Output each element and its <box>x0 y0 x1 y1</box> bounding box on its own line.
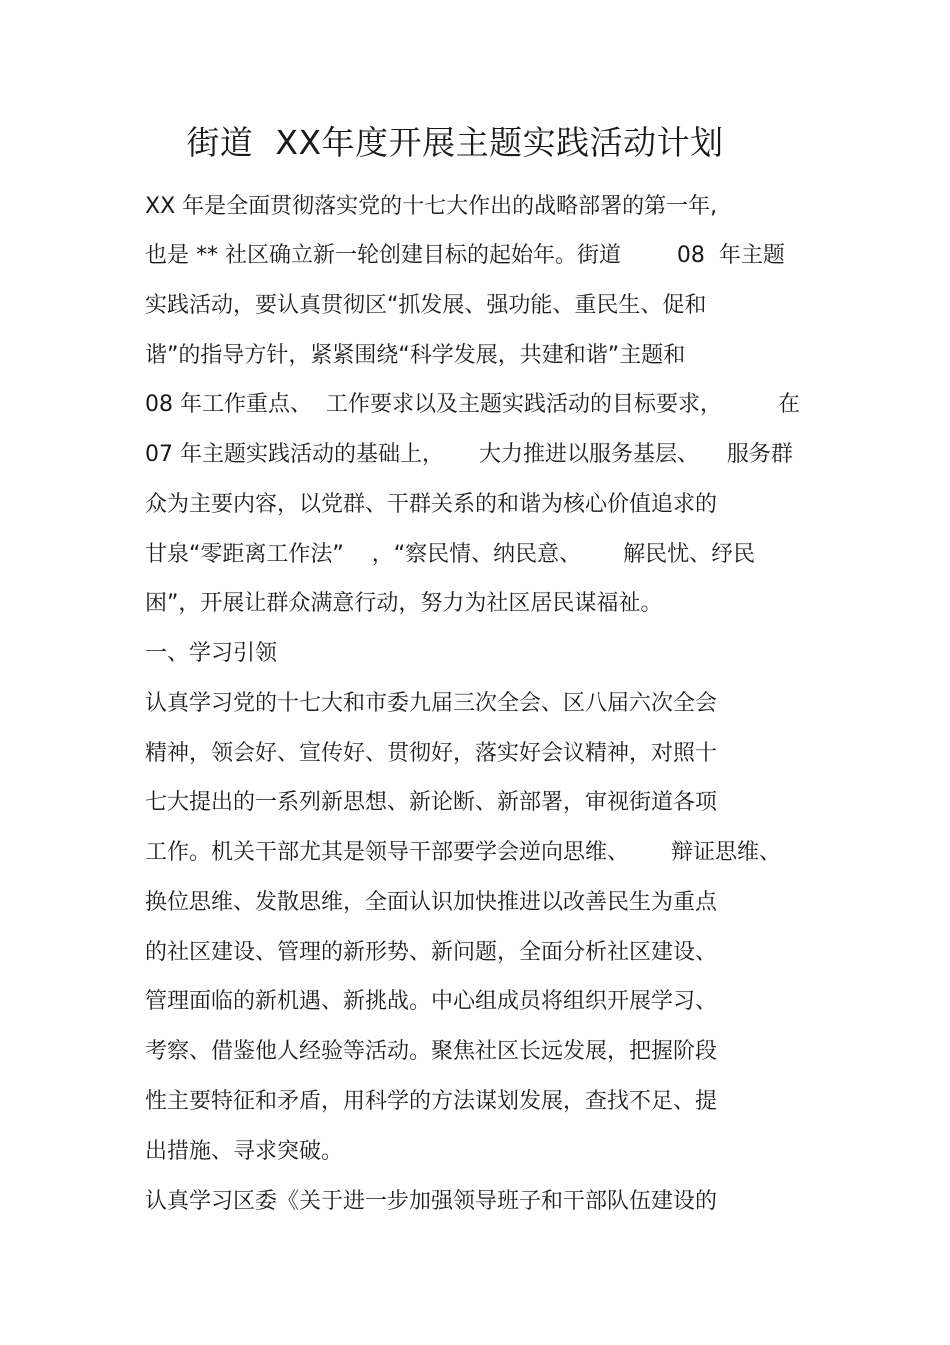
body-line-1: XX 年是全面贯彻落实党的十七大作出的战略部署的第一年, <box>145 194 718 219</box>
body-line-7: 众为主要内容，以党群、干群关系的和谐为核心价值追求的 <box>145 492 718 517</box>
body-line-2: 也是 ** 社区确立新一轮创建目标的起始年。街道 08 年主题 <box>145 243 785 268</box>
body-line-14: 工作。机关干部尤其是领导干部要学会逆向思维、 辩证思维、 <box>145 840 781 865</box>
body-line-9: 困”，开展让群众满意行动，努力为社区居民谋福祉。 <box>145 591 663 616</box>
body-line-15: 换位思维、发散思维，全面认识加快推进以改善民生为重点 <box>145 890 718 915</box>
body-line-13: 七大提出的一系列新思想、新论断、新部署，审视街道各项 <box>145 790 718 815</box>
body-line-18: 考察、借鉴他人经验等活动。聚焦社区长远发展，把握阶段 <box>145 1039 718 1064</box>
body-line-6: 07 年主题实践活动的基础上， 大力推进以服务基层、 服务群 <box>145 442 793 467</box>
body-line-11: 认真学习党的十七大和市委九届三次全会、区八届六次全会 <box>145 691 718 716</box>
body-line-12: 精神，领会好、宣传好、贯彻好，落实好会议精神，对照十 <box>145 741 718 766</box>
body-line-19: 性主要特征和矛盾，用科学的方法谋划发展，查找不足、提 <box>145 1089 718 1114</box>
body-line-17: 管理面临的新机遇、新挑战。中心组成员将组织开展学习、 <box>145 989 718 1014</box>
body-line-21: 认真学习区委《关于进一步加强领导班子和干部队伍建设的 <box>145 1189 718 1214</box>
body-line-20: 出措施、寻求突破。 <box>145 1139 344 1164</box>
body-line-3: 实践活动，要认真贯彻区“抓发展、强功能、重民生、促和 <box>145 293 707 318</box>
body-line-4: 谐”的指导方针，紧紧围绕“科学发展，共建和谐”主题和 <box>145 343 686 368</box>
section-heading-study: 一、学习引领 <box>145 641 278 666</box>
document-title: 街道 XX年度开展主题实践活动计划 <box>186 123 724 162</box>
body-line-5: 08 年工作重点、 工作要求以及主题实践活动的目标要求， 在 <box>145 392 800 417</box>
body-line-8: 甘泉“零距离工作法” ，“察民情、纳民意、 解民忧、纾民 <box>145 542 756 567</box>
body-line-16: 的社区建设、管理的新形势、新问题，全面分析社区建设、 <box>145 940 718 965</box>
